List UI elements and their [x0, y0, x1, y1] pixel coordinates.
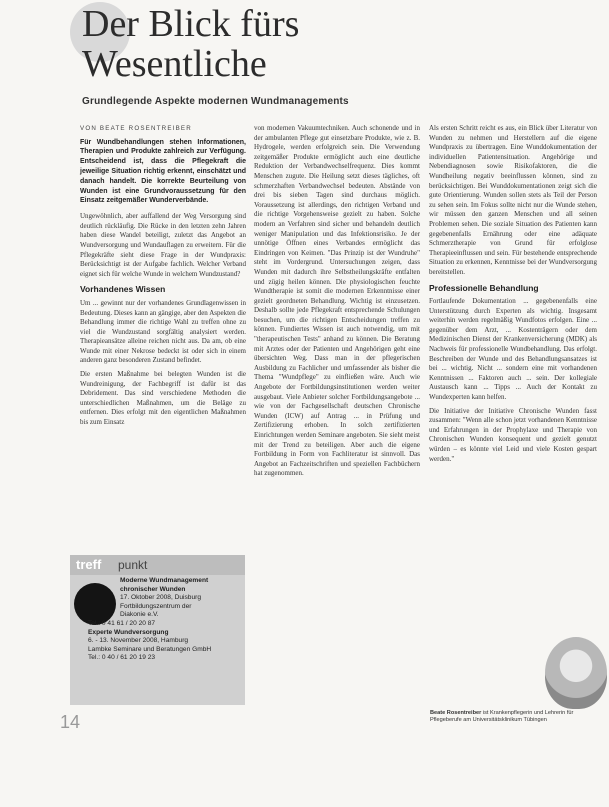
title-line-1: Der Blick fürs	[82, 3, 300, 45]
intro-paragraph: Für Wundbehandlungen stehen Informationen, Therapien und Produkte zahlreich zur Verfügung. Entscheidend ist, dass die Pflegekraft die jeweilige Situation richtig erkennt, einschätzt und danach handelt. Die korrekte Beurteilung von Wunden ist eine Grundvoraussetzung für den Einsatz zeitgemäßer Wunderverbände.	[80, 138, 246, 205]
column-2	[254, 124, 420, 709]
treffpunkt-box	[70, 555, 245, 705]
event-phone: Tel.: 0 41 61 / 20 20 87	[88, 619, 156, 627]
event-phone: Tel.: 0 40 / 61 20 19 23	[88, 654, 156, 662]
author-name: Beate Rosentreiber	[430, 710, 482, 716]
article-subtitle: Grundlegende Aspekte modernen Wundmanagements	[82, 96, 349, 107]
event-date: 6. - 13. November 2008, Hamburg	[88, 637, 189, 645]
section-heading: Professionelle Behandlung	[429, 282, 539, 293]
box-header-word-1: treff	[76, 557, 102, 572]
title-line-2: Wesentliche	[82, 43, 267, 85]
author-caption	[430, 710, 606, 725]
page-number: 14	[60, 712, 81, 732]
event-title: Moderne Wundmanagement	[120, 577, 209, 584]
box-events	[88, 577, 240, 663]
event-date: 17. Oktober 2008, Duisburg	[120, 594, 202, 602]
byline: VON BEATE ROSENTREIBER	[80, 125, 192, 132]
body-paragraph: Als ersten Schritt reicht es aus, ein Blick über Literatur von Wunden zu nehmen und Herstellern auf die eigene Wundpraxis zu übertragen. Eine Wunddokumentation der individuellen Patientensituation. Angehörige und Nebendiagnosen sowie Risikofaktoren, die die Wundheilung negativ beeinflussen können, sind zu berücksichtigen. Bei Wunddokumentationen zeigt sich die gute Orientierung. Wunden sollen stets als Teil der Person zu sehen sein. Im Fokus sollte nicht nur die Wunde stehen, wir müssen den ganzen Menschen und all seinen Problemen sehen. Die soziale Situation des Patienten kann gegebenenfalls Ernährung oder eine adäquate Schmerztherapie von Grund für erfolglose Therapieeinflussen und sein. Für bestehende entsprechende Situation zu erkennen, Kenntnisse bei der Wundversorgung bereitstellen.	[429, 124, 597, 276]
box-header-word-2: punkt	[118, 558, 148, 572]
body-paragraph: Die Initiative der Initiative Chronische Wunden fasst zusammen: "Wenn alle schon jetzt vorhandenen Kenntnisse und Erfahrungen in der Prophylaxe und Therapie von Chronischen Wunden konsequent und gezielt genutzt würden – es könnte viel Leid und viele Kosten gespart werden."	[429, 406, 597, 463]
event-title: chronischer Wunden	[120, 585, 186, 593]
section-heading: Vorhandenes Wissen	[80, 284, 166, 295]
body-paragraph: von modernen Vakuumtechniken. Auch schonende und in der ambulanten Pflege gut einsetzbare Produkte, wie z. B. Hydrogele, werden erfolgreich sein. Die Verwendung zeitgemäßer Produkte ermöglicht auch eine deutliche Reduktion der Verbandwechselfrequenz. Dies kommt Menschen zugute. Die Heilung setzt dieses tägliches, oft schmerzhaften Verbandwechsel bedeuten. Abstände von drei bis sieben Tagen sind durchaus möglich. Voraussetzung ist allerdings, den richtigen Verband und die richtige Vorgehensweise gezielt zu haben. Solche modern an Verfahren sind sicher und behandeln deutlich weniger Manipulation und das Infektionsrisiko. Je der unnötige Öffnen eines Verbandes ermöglicht das Eindringen von Keimen. "Das Prinzip ist der Wundruhe" steht im Vordergrund. Untersuchungen zeigen, dass Wunden mit dadurch ihre Selbstheilungskräfte entfalten und zügig heilen können. Die physiologischen feuchte Wundtherapie ist somit die modernen Erkenntnisse einer gezielt geordneten Behandlung. Wichtig ist einzusetzen. Deshalb sollte jede Pflegekraft entsprechende Schulungen besuchen, um die richtigen Entscheidungen treffen zu können. Fundiertes Wissen ist auch notwendig, um mit "therapeutischen Tests" anhand zu können. Die Beratung mit Arztes oder der Patienten und Angehörigen geht eine übersichten Weg. Dass man in der pflegerischen Ausbildung zu Fachlicher und umfassender als bisher die Thema "Wundpflege" zu einfließen wäre. Auch wie Angebote der Fortbildungsinstitutionen werden weiter ausgebaut. Viele Anbieter solcher Fortbildungsangebote ... wie von der Fachgesellschaft deutschen Chronische Wunden (ICW) auf Antrag ... in Prüfung und Zertifizierung erhoben. In solch zertifizierten Einrichtungen werden Seminare angeboten. Sie sieht meist mit der Trend zu beteiligen. Aber auch die eigene Fortbildung in Form von Fachliteratur ist sinnvoll. Das Angebot an Fachzeitschriften und speziellen Fachbüchern hat zugenommen.	[254, 124, 420, 478]
body-paragraph: Ungewöhnlich, aber auffallend der Weg Versorgung sind deutlich rückläufig. Die Rücke in den letzten zehn Jahren haben diese Wandel beteiligt, zuletzt das Angebot an Wundversorgung und Wundauflagen zu erweitern. Für die Pflegekräfte sieht diese Frage in der Wundpraxis: Berücksichtigt ist der Aufgabe fachlich. Welcher Verband eignet sich für welche Wunde in welchem Wundzustand?	[80, 212, 246, 278]
body-paragraph: Fortlaufende Dokumentation ... gegebenenfalls eine Unterstützung durch Experten als wichtig. Insgesamt weiterhin werden regelmäßig Wundfotos erfolgen. Eine ... gegenüber dem Arzt, ... Kostenträgern oder dem Medizinischen Dienst der Krankenversicherung (MDK) als Nachweis für professionelle Wundbehandlung. Das erfolgt. Beschreiben der Wunde und des Behandlungsansatzes ist bei ... wichtig. Nicht ... sondern eine mit vorhandenen Kenntnissen ... Faktoren auch ... sein. Der kollegiale Austausch kann ... Tipps ... Auch der Kontakt zu Wundexperten kann helfen.	[429, 297, 597, 402]
article-title	[82, 4, 299, 84]
author-description: ist Krankenpflegerin und Lehrerin für Pflegeberufe am Universitätsklinikum Tübingen	[430, 710, 574, 724]
event-organizer: Fortbildungszentrum der	[120, 602, 192, 610]
column-1	[80, 124, 246, 432]
box-header	[70, 555, 245, 575]
event-organizer: Diakonie e.V.	[120, 611, 159, 619]
column-3	[429, 124, 597, 644]
body-paragraph: Um ... gewinnt nur der vorhandenes Grundlagenwissen in Bedeutung. Dieses kann an gängige, aber den Aspekten die Behandlung immer die richtige Wahl zu treffen ohne zu viel die Wundzustand sorgfältig analysiert werden. Therapieansätze alleine reichen nicht aus. Da am, ob eine Wunde mit einer Nekrose bedeckt ist oder sich in einem anderen ganz besonderen Zustand befindet.	[80, 298, 246, 365]
body-paragraph: Die ersten Maßnahme bei belegten Wunden ist die Wundreinigung, der Fachbegriff ist dafür ist das Debridement. Das sind verschiedene Methoden die unterschiedlichen Maßnahmen, um die Beläge zu entfernen. Dies erfolgt mit den eigentlichen Maßnahmen bis zum Einsatz	[80, 370, 246, 427]
event-organizer: Lambke Seminare und Beratungen GmbH	[88, 645, 212, 653]
author-photo	[545, 637, 607, 709]
event-title: Experte Wundversorgung	[88, 628, 169, 636]
